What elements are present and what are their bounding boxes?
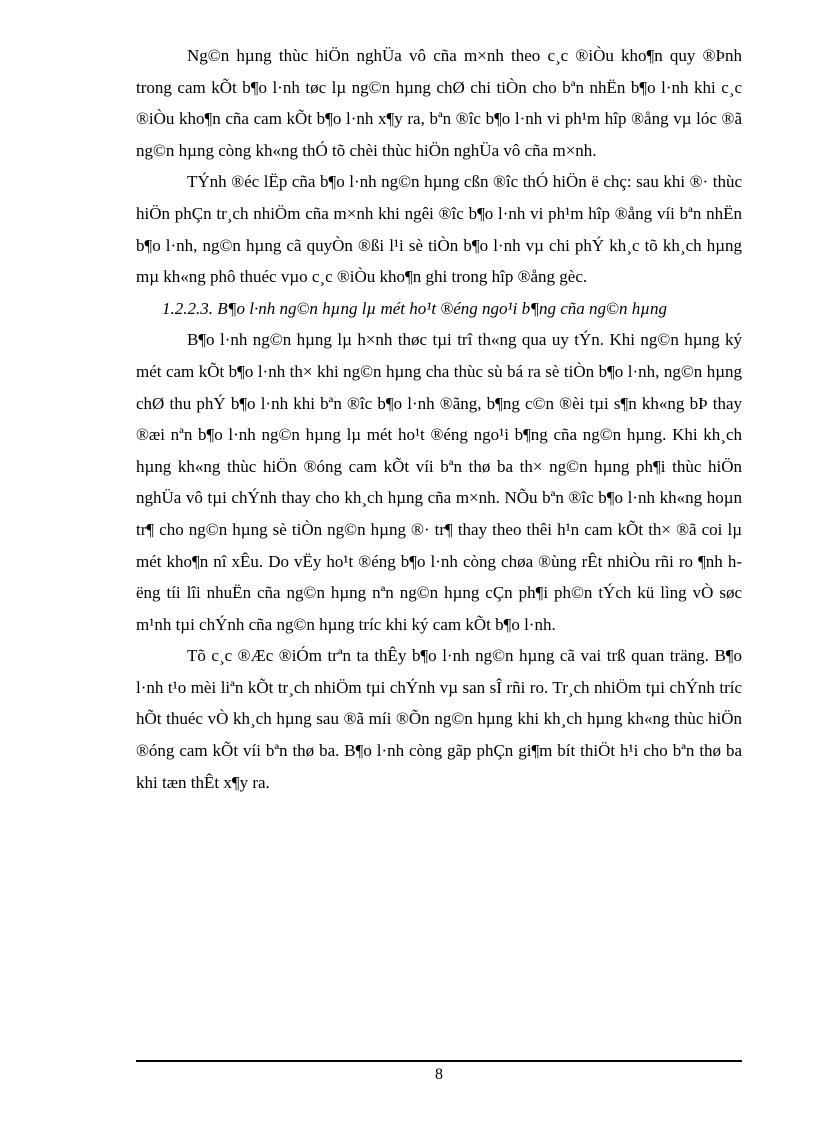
section-heading: 1.2.2.3. B¶o l·nh ng©n hµng lµ mét ho¹t ®éng ngo¹i b¶ng cña ng©n hµng bbox=[162, 298, 668, 318]
paragraph-conclusion: Tõ c¸c ®Æc ®iÓm trªn ta thÊy b¶o l·nh ng©n hµng cã vai trß quan träng. B¶o l·nh t¹o mèi liªn kÕt tr¸ch nhiÖm tµi chÝnh vµ san sÎ rñi ro. Tr¸ch nhiÖm tµi chÝnh tríc hÕt thuéc vÒ kh¸ch hµng sau ®ã míi ®Õn ng©n hµng khi kh¸ch hµng kh«ng thùc hiÖn ®óng cam kÕt víi bªn thø ba. B¶o l·nh còng gãp phÇn gi¶m bít thiÖt h¹i cho bªn thø ba khi tæn thÊt x¶y ra. bbox=[136, 646, 742, 792]
paragraph-independence: TÝnh ®éc lËp cña b¶o l·nh ng©n hµng cßn ®îc thÓ hiÖn ë chç: sau khi ®· thùc hiÖn phÇn tr¸ch nhiÖm cña m×nh khi ngêi ®îc b¶o l·nh vi ph¹m hîp ®ång víi bªn nhËn b¶o l·nh, ng©n hµng cã quyÒn ®ßi l¹i sè tiÒn b¶o l·nh vµ chi phÝ kh¸c tõ kh¸ch hµng mµ kh«ng phô thuéc vµo c¸c ®iÒu kho¶n ghi trong hîp ®ång gèc. bbox=[136, 172, 742, 287]
paragraph-obligation: Ng©n hµng thùc hiÖn nghÜa vô cña m×nh theo c¸c ®iÒu kho¶n quy ®Þnh trong cam kÕt b¶o l·nh tøc lµ ng©n hµng chØ chi tiÒn cho bªn nhËn b¶o l·nh khi c¸c ®iÒu kho¶n cña cam kÕt b¶o l·nh x¶y ra, bªn ®îc b¶o l·nh vi ph¹m hîp ®ång vµ lóc ®ã ng©n hµng còng kh«ng thÓ tõ chèi thùc hiÖn nghÜa vô cña m×nh. bbox=[136, 46, 742, 160]
paragraph-off-balance: B¶o l·nh ng©n hµng lµ h×nh thøc tµi trî th«ng qua uy tÝn. Khi ng©n hµng ký mét cam kÕt b¶o l·nh th× khi ng©n hµng cha thùc sù bá ra sè tiÒn b¶o l·nh, ng©n hµng chØ thu phÝ b¶o l·nh khi bªn ®îc b¶o l·nh ®ãng, b¶ng c©n ®èi tµi s¶n kh«ng bÞ thay ®æi nªn b¶o l·nh ng©n hµng lµ mét ho¹t ®éng ngo¹i b¶ng cña ng©n hµng. Khi kh¸ch hµng kh«ng thùc hiÖn ®óng cam kÕt víi bªn thø ba th× ng©n hµng ph¶i thùc hiÖn nghÜa vô tµi chÝnh thay cho kh¸ch hµng cña m×nh. NÕu bªn ®îc b¶o l·nh kh«ng hoµn tr¶ cho ng©n hµng sè tiÒn ng©n hµng ®· tr¶ thay theo thêi h¹n cam kÕt th× ®ã coi lµ mét kho¶n nî xÊu. Do vËy ho¹t ®éng b¶o l·nh còng chøa ®ùng rÊt nhiÒu rñi ro ¶nh hëng tíi lîi nhuËn cña ng©n hµng nªn ng©n hµng cÇn ph¶i ph©n tÝch kü lìng vÒ søc m¹nh tµi chÝnh cña ng©n hµng tríc khi ký cam kÕt b¶o l·nh. bbox=[136, 330, 742, 634]
footer-divider bbox=[136, 1060, 742, 1062]
page-body bbox=[136, 40, 742, 798]
page-number: 8 bbox=[435, 1066, 443, 1083]
